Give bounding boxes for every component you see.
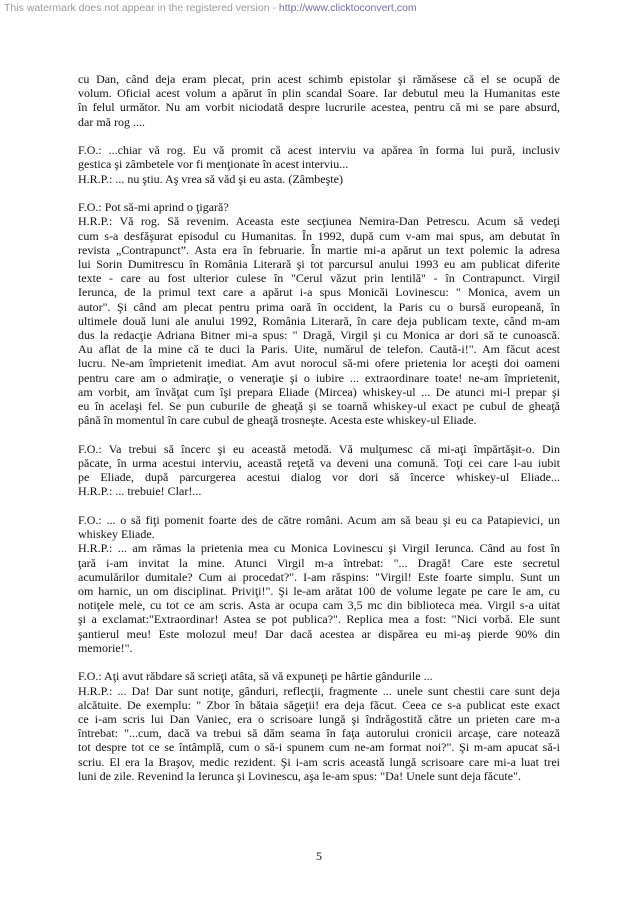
text-line: dar mă rog .... xyxy=(78,114,145,129)
text-line: păcate, în urma acestui interviu, această reţetă va deveni una comună. Toţi cei care l-au iubit xyxy=(78,456,560,471)
text-line: acumulărilor dumitale? Cum ai procedat?". I-am răspins: "Virgil! Este foarte simplu. Sunt un xyxy=(78,569,560,584)
text-line: lucru. Ne-am împrietenit imediat. Am avut norocul să-mi ofere prietenia lor aceşti doi oameni xyxy=(78,356,560,371)
text-line: ţară i-am invitat la mine. Atunci Virgil m-a întrebat: "... Dragă! Care este secretul xyxy=(78,555,560,570)
text-line: alcătuite. De exemplu: " Zbor în bătaia săgeţii! era deja făcut. Ceea ce s-a publicat este exact xyxy=(78,697,560,712)
text-line: ultimele două luni ale anului 1992, România Literară, în care deja publicam texte, când m-am xyxy=(78,313,560,328)
text-line: ce i-am scris lui Dan Vaniec, era o scrisoare lungă şi îndrăgostită către un prieten care m-a xyxy=(78,712,560,727)
text-line: whiskey Eliade. xyxy=(78,527,155,542)
text-line: notiţele mele, cu tot ce am scris. Asta ar ocupa cam 3,5 mc din biblioteca mea. Virgil s-a uitat xyxy=(78,598,560,613)
text-line: autor". Şi când am plecat pentru prima oară în occident, la Paris cu o bursă europeană, în xyxy=(78,299,560,314)
text-line: F.O.: Aţi avut răbdare să scrieţi atâta, să vă expuneţi pe hârtie gândurile ... xyxy=(78,669,433,684)
text-line: am vorbit, am învăţat cum îşi prepara Eliade (Mircea) whiskey-ul ... De atunci mi-l prepar şi xyxy=(78,384,560,399)
text-line: cum s-a desfăşurat episodul cu Humanitas. În 1992, după cum v-am mai spus, am debutat în xyxy=(78,228,560,243)
text-line: H.R.P.: ... am rămas la prietenia mea cu Monica Lovinescu şi Virgil Ierunca. Când au fost în xyxy=(78,541,560,556)
text-line: H.R.P.: ... trebuie! Clar!... xyxy=(78,484,202,499)
text-line: om harnic, un om disciplinat. Priviţi!". Şi le-am arătat 100 de volume legate pe care le am, cu xyxy=(78,584,560,599)
text-line: scriu. El era la Braşov, medic rezident. Şi i-am scris această lungă scrisoare care mi-a luat trei xyxy=(78,754,560,769)
paragraph xyxy=(78,669,560,783)
text-line: eu în acelaşi fel. Se pun cuburile de gheaţă şi se toarnă whiskey-ul exact pe cubul de gheaţă xyxy=(78,399,560,414)
text-line: până în momentul în care cubul de gheaţă trosneşte. Acesta este whiskey-ul Eliade. xyxy=(78,413,477,428)
text-line: gestica şi zâmbetele vor fi menţionate în acest interviu... xyxy=(78,157,349,172)
text-line: Au aflat de la mine că te duci la Paris. Uite, numărul de telefon. Caută-i!". Am făcut acest xyxy=(78,342,560,357)
paragraph xyxy=(78,442,560,499)
text-line: H.R.P.: ... nu ştiu. Aş vrea să văd şi eu asta. (Zâmbeşte) xyxy=(78,171,343,186)
text-line: dus la redacţie Adriana Bitner mi-a spus: " Dragă, Virgil şi cu Monica ar dori să te cunoască. xyxy=(78,328,560,343)
text-line: F.O.: Pot să-mi aprind o ţigară? xyxy=(78,200,229,215)
text-line: luni de zile. Revenind la Ierunca şi Lovinescu, aşa le-am spus: "Da! Unele sunt deja făcute". xyxy=(78,768,521,783)
text-line: H.R.P.: Vă rog. Să revenim. Aceasta este secţiunea Nemira-Dan Petrescu. Acum să vedeţi xyxy=(78,214,560,229)
text-line: F.O.: ... o să fiţi pomenit foarte des de către români. Acum am să beau şi eu ca Patapievici, un xyxy=(78,513,560,528)
text-line: F.O.: ...chiar vă rog. Eu vă promit că acest interviu va apărea în forma lui pură, inclusiv xyxy=(78,143,560,158)
text-line: şantierul meu! Este molozul meu! Dar dacă acestea ar dispărea eu mi-aş pierde 90% din xyxy=(78,626,560,641)
text-line: volum. Oficial acest volum a apărut în plin scandal Soare. Iar debutul meu la Humanitas este xyxy=(78,86,560,101)
text-line: întrebat: "...cum, dacă va trebui să dăm seama în faţa autorului cronicii arcaşe, care notează xyxy=(78,726,560,741)
page-number: 5 xyxy=(316,849,322,863)
text-line: H.R.P.: ... Da! Dar sunt notiţe, gânduri, reflecţii, fragmente ... unele sunt chestii care sunt deja xyxy=(78,683,560,698)
text-line: Ierunca, de la primul text care a apărut i-a spus Monicăi Lovinescu: " Monica, avem un xyxy=(78,285,560,300)
text-line: cu Dan, când deja eram plecat, prin acest schimb epistolar şi rămăsese că el se ocupă de xyxy=(78,72,560,86)
document-body xyxy=(78,72,560,797)
text-line: în felul următor. Nu am vorbit niciodată despre lucrurile acestea, pentru că mi se pare absurd, xyxy=(78,100,560,115)
text-line: texte - care au fost ulterior culese în "Cerul văzut prin lentilă" - în Contrapunct. Virgil xyxy=(78,271,560,286)
watermark-link[interactable]: http://www.clicktoconvert.com xyxy=(278,2,417,14)
watermark xyxy=(4,2,417,14)
paragraph xyxy=(78,72,560,129)
text-line: tot despre tot ce se întâmplă, cum o să-i spunem cum ne-am format noi?". Şi m-am apucat să-i xyxy=(78,740,560,755)
text-line: şi a exclamat:"Extraordinar! Astea se pot publica?". Replica mea a fost: "Nici vorbă. Ele sunt xyxy=(78,612,560,627)
text-line: F.O.: Va trebui să încerc şi eu această metodă. Vă mulţumesc că mi-aţi împărtăşit-o. Din xyxy=(78,441,560,456)
text-line: lui Sorin Dumitrescu în România Literară şi tot parcursul anului 1993 eu am publicat diferite xyxy=(78,257,560,272)
paragraph xyxy=(78,513,560,655)
watermark-text: This watermark does not appear in the registered version - xyxy=(4,2,279,14)
text-line: pentru care am o admiraţie, o veneraţie şi o iubire ... extraordinare toate! ne-am împrietenit, xyxy=(78,370,560,385)
paragraph xyxy=(78,200,560,427)
text-line: pe Eliade, după parcurgerea acestui dialog vor dori să încerce whiskey-ul Eliade... xyxy=(78,470,560,485)
paragraph xyxy=(78,143,560,186)
text-line: revista „Contrapunct”. Asta era în februarie. În martie mi-a apărut un text polemic la adresa xyxy=(78,242,560,257)
text-line: memorie!". xyxy=(78,640,133,655)
